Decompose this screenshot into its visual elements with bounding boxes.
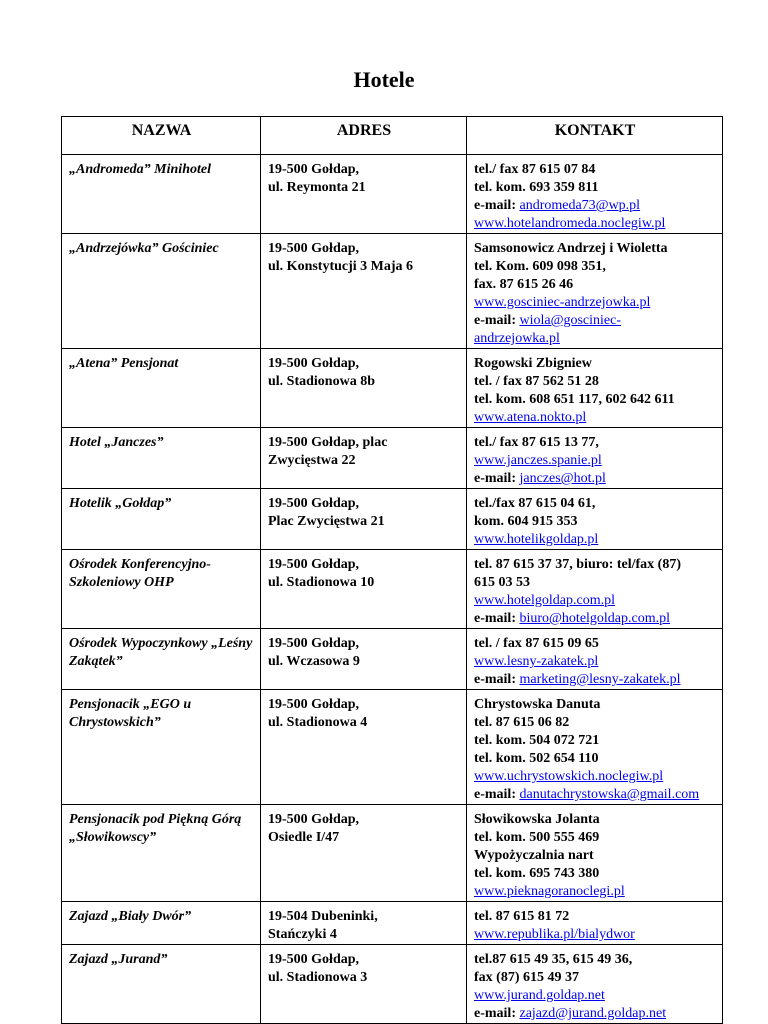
hotel-contact (467, 489, 723, 550)
header-address: ADRES (261, 117, 467, 155)
address-line: Osiedle I/47 (268, 830, 340, 845)
hotel-address (261, 349, 467, 428)
address-line: ul. Konstytucji 3 Maja 6 (268, 259, 414, 274)
contact-link-line (474, 531, 716, 549)
email-link[interactable]: danutachrystowska@gmail.com (519, 787, 700, 802)
hotel-contact (467, 945, 723, 1024)
hotel-contact (467, 690, 723, 805)
hotel-address (261, 550, 467, 629)
hotels-table (61, 116, 723, 1024)
hotel-name: Zajazd „Jurand” (62, 945, 261, 1024)
contact-line: Słowikowska Jolanta (474, 812, 600, 827)
hotel-name: Hotelik „Gołdap” (62, 489, 261, 550)
address-line: ul. Stadionowa 10 (268, 575, 375, 590)
email-link[interactable]: zajazd@jurand.goldap.net (519, 1006, 667, 1021)
contact-line: tel. kom. 695 743 380 (474, 866, 600, 881)
hotel-contact (467, 349, 723, 428)
hotel-contact (467, 550, 723, 629)
contact-line: tel. / fax 87 562 51 28 (474, 374, 599, 389)
website-link[interactable]: www.pieknagoranoclegi.pl (474, 884, 625, 899)
website-link[interactable]: www.hotelgoldap.com.pl (474, 593, 616, 608)
website-link[interactable]: www.janczes.spanie.pl (474, 453, 602, 468)
table-row (62, 428, 723, 489)
address-line: 19-500 Gołdap, (268, 241, 360, 256)
contact-line: 615 03 53 (474, 575, 530, 590)
hotel-address (261, 805, 467, 902)
contact-link-line (474, 883, 716, 901)
hotel-contact (467, 629, 723, 690)
email-label: e-mail: (474, 672, 520, 687)
contact-line: fax. 87 615 26 46 (474, 277, 574, 292)
email-label: e-mail: (474, 787, 520, 802)
hotel-contact (467, 805, 723, 902)
contact-link-line (474, 653, 716, 671)
hotel-name: Ośrodek Konferencyjno-Szkoleniowy OHP (62, 550, 261, 629)
address-line: 19-500 Gołdap, (268, 952, 360, 967)
contact-line: kom. 604 915 353 (474, 514, 578, 529)
table-row (62, 690, 723, 805)
contact-line: tel. 87 615 06 82 (474, 715, 570, 730)
address-line: 19-500 Gołdap, (268, 557, 360, 572)
address-line: 19-500 Gołdap, (268, 356, 360, 371)
contact-link-line (474, 294, 716, 312)
contact-line: tel. kom. 500 555 469 (474, 830, 600, 845)
hotel-contact (467, 155, 723, 234)
website-link[interactable]: www.hotelandromeda.noclegiw.pl (474, 216, 666, 231)
email-link[interactable]: biuro@hotelgoldap.com.pl (519, 611, 671, 626)
hotel-name: Pensjonacik pod Piękną Górą „Słowikowscy” (62, 805, 261, 902)
hotel-contact (467, 234, 723, 349)
address-line: 19-504 Dubeninki, (268, 909, 378, 924)
table-row (62, 550, 723, 629)
address-line: ul. Stadionowa 8b (268, 374, 375, 389)
contact-line: fax (87) 615 49 37 (474, 970, 579, 985)
contact-link-line (474, 197, 716, 215)
contact-line: Chrystowska Danuta (474, 697, 601, 712)
contact-link-line (474, 330, 716, 348)
hotel-contact (467, 902, 723, 945)
address-line: ul. Stadionowa 3 (268, 970, 368, 985)
address-line: Stańczyki 4 (268, 927, 337, 942)
address-line: 19-500 Gołdap, (268, 496, 360, 511)
contact-line: tel. kom. 504 072 721 (474, 733, 600, 748)
hotel-address (261, 428, 467, 489)
hotel-name: „Andrzejówka” Gościniec (62, 234, 261, 349)
header-contact: KONTAKT (467, 117, 723, 155)
page-title: Hotele (353, 67, 415, 92)
address-line: ul. Wczasowa 9 (268, 654, 360, 669)
contact-link-line (474, 786, 716, 804)
email-label: e-mail: (474, 198, 520, 213)
contact-line: tel. kom. 608 651 117, 602 642 611 (474, 392, 675, 407)
hotel-address (261, 489, 467, 550)
contact-line: Wypożyczalnia nart (474, 848, 594, 863)
contact-link-line (474, 610, 716, 628)
contact-link-line (474, 409, 716, 427)
website-link[interactable]: www.uchrystowskich.noclegiw.pl (474, 769, 664, 784)
table-row (62, 349, 723, 428)
contact-link-line (474, 452, 716, 470)
contact-line: tel./fax 87 615 04 61, (474, 496, 596, 511)
contact-link-line (474, 470, 716, 488)
email-link[interactable]: janczes@hot.pl (519, 471, 606, 486)
address-line: ul. Reymonta 21 (268, 180, 366, 195)
hotel-address (261, 945, 467, 1024)
table-row (62, 489, 723, 550)
email-label: e-mail: (474, 611, 520, 626)
email-label: e-mail: (474, 1006, 520, 1021)
contact-link-line (474, 671, 716, 689)
hotel-name: „Atena” Pensjonat (62, 349, 261, 428)
website-link[interactable]: www.republika.pl/bialydwor (474, 927, 635, 942)
hotel-address (261, 902, 467, 945)
contact-line: Rogowski Zbigniew (474, 356, 592, 371)
email-label: e-mail: (474, 313, 520, 328)
website-link[interactable]: www.gosciniec-andrzejowka.pl (474, 295, 651, 310)
email-link[interactable]: andromeda73@wp.pl (519, 198, 641, 213)
email-link[interactable]: wiola@gosciniec- (519, 313, 622, 328)
website-link[interactable]: andrzejowka.pl (474, 331, 560, 346)
contact-line: tel. kom. 693 359 811 (474, 180, 599, 195)
address-line: 19-500 Gołdap, (268, 636, 360, 651)
table-row (62, 234, 723, 349)
website-link[interactable]: www.hotelikgoldap.pl (474, 532, 599, 547)
website-link[interactable]: www.jurand.goldap.net (474, 988, 605, 1003)
address-line: 19-500 Gołdap, plac (268, 435, 388, 450)
hotel-address (261, 629, 467, 690)
contact-line: tel. 87 615 81 72 (474, 909, 570, 924)
address-line: 19-500 Gołdap, (268, 162, 360, 177)
address-line: 19-500 Gołdap, (268, 812, 360, 827)
hotel-name: Pensjonacik „EGO u Chrystowskich” (62, 690, 261, 805)
address-line: 19-500 Gołdap, (268, 697, 360, 712)
address-line: Zwycięstwa 22 (268, 453, 356, 468)
website-link[interactable]: www.atena.nokto.pl (474, 410, 587, 425)
hotel-address (261, 690, 467, 805)
hotel-name: „Andromeda” Minihotel (62, 155, 261, 234)
hotel-name: Hotel „Janczes” (62, 428, 261, 489)
address-line: ul. Stadionowa 4 (268, 715, 368, 730)
table-row (62, 902, 723, 945)
table-row (62, 155, 723, 234)
header-row (62, 117, 723, 155)
contact-link-line (474, 987, 716, 1005)
email-label: e-mail: (474, 471, 520, 486)
contact-link-line (474, 312, 716, 330)
hotel-contact (467, 428, 723, 489)
hotel-address (261, 234, 467, 349)
website-link[interactable]: www.lesny-zakatek.pl (474, 654, 599, 669)
table-row (62, 805, 723, 902)
hotel-address (261, 155, 467, 234)
hotel-name: Zajazd „Biały Dwór” (62, 902, 261, 945)
table-row (62, 629, 723, 690)
contact-line: Samsonowicz Andrzej i Wioletta (474, 241, 668, 256)
hotel-name: Ośrodek Wypoczynkowy „Leśny Zakątek” (62, 629, 261, 690)
email-link[interactable]: marketing@lesny-zakatek.pl (519, 672, 681, 687)
table-row (62, 945, 723, 1024)
contact-link-line (474, 215, 716, 233)
header-name: NAZWA (62, 117, 261, 155)
address-line: Plac Zwycięstwa 21 (268, 514, 385, 529)
contact-line: tel.87 615 49 35, 615 49 36, (474, 952, 633, 967)
contact-link-line (474, 926, 716, 944)
contact-link-line (474, 768, 716, 786)
contact-line: tel./ fax 87 615 07 84 (474, 162, 596, 177)
contact-link-line (474, 1005, 716, 1023)
contact-link-line (474, 592, 716, 610)
contact-line: tel. Kom. 609 098 351, (474, 259, 606, 274)
contact-line: tel./ fax 87 615 13 77, (474, 435, 599, 450)
contact-line: tel. / fax 87 615 09 65 (474, 636, 599, 651)
contact-line: tel. 87 615 37 37, biuro: tel/fax (87) (474, 557, 681, 572)
contact-line: tel. kom. 502 654 110 (474, 751, 599, 766)
